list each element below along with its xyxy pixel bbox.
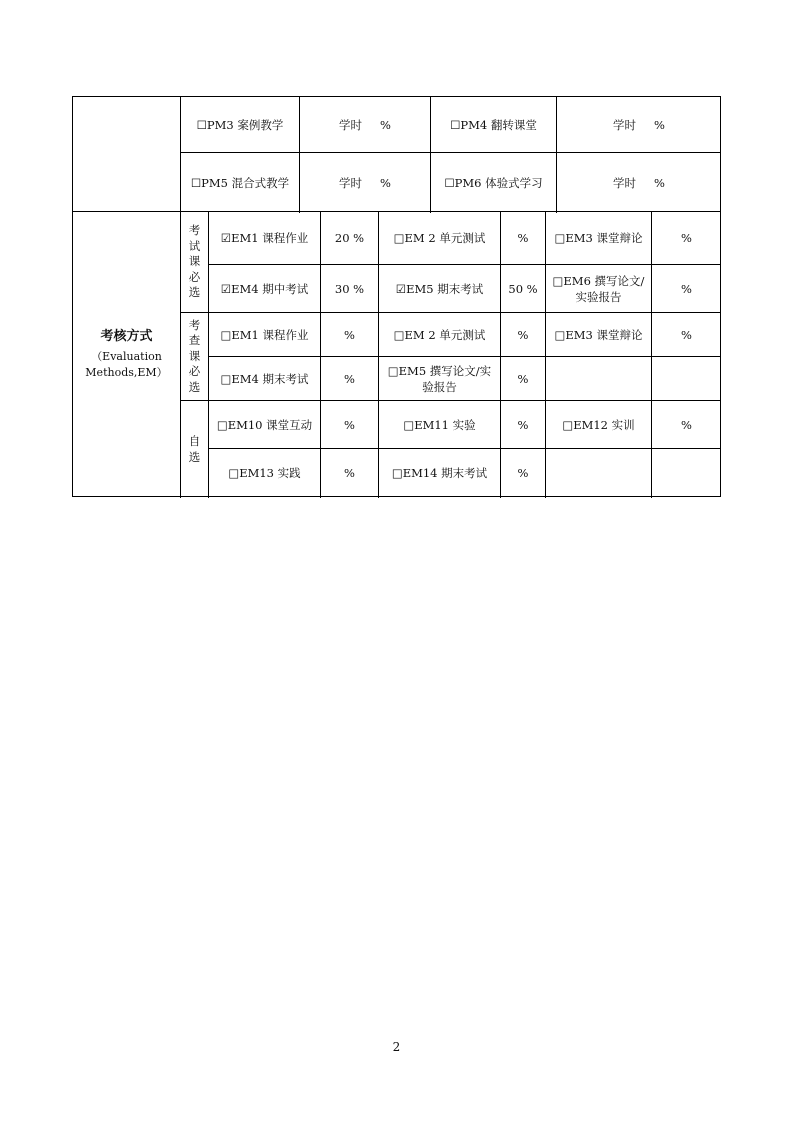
teaching-methods-table (72, 96, 721, 212)
em-item-label: □EM10 课堂互动 (216, 417, 313, 432)
group-exam-char: 试 (188, 238, 201, 253)
pm4-label: ☐PM4 翻转课堂 (450, 117, 537, 132)
pm4-hours-label: 学时 (613, 117, 637, 132)
em-item-label: □EM3 课堂辩论 (554, 231, 643, 245)
group-check-char: 必 (188, 364, 201, 379)
evaluation-table (72, 211, 721, 497)
group-check-char: 选 (188, 379, 201, 394)
pm3-pct: % (380, 117, 391, 132)
pm5-label: ☐PM5 混合式教学 (190, 175, 290, 190)
em-item-label: □EM12 实训 (562, 417, 635, 432)
pm4-pct: % (654, 117, 665, 132)
group-exam-char: 选 (188, 285, 201, 300)
evaluation-header (73, 212, 180, 498)
pm3-hours-label: 学时 (339, 117, 363, 132)
group-check-char: 查 (188, 333, 201, 348)
group-exam-char: 必 (188, 269, 201, 284)
em-item-pct: % (344, 417, 355, 432)
pm6-hours-label: 学时 (613, 175, 637, 190)
em-item-label: □EM 2 单元测试 (393, 231, 486, 245)
pm5-hours (300, 153, 430, 212)
em-item-pct: % (681, 231, 692, 245)
group-check-char: 课 (188, 348, 201, 363)
em-item-label: ☑EM5 期末考试 (395, 281, 484, 296)
pm4-hours (557, 97, 721, 152)
em-item-label-line1: □EM6 撰写论文/ (552, 273, 645, 288)
em-item-pct: % (344, 327, 355, 342)
em-item-label: □EM1 课程作业 (220, 327, 309, 342)
pm3-hours (300, 97, 430, 152)
group-check-char: 考 (188, 317, 201, 332)
em-item-label-line2: 验报告 (422, 379, 457, 394)
evaluation-subtitle-2: Methods,EM） (85, 366, 168, 379)
group-optional-char: 自 (188, 434, 201, 448)
em-item-label-line2: 实验报告 (575, 289, 622, 304)
em-item-pct: % (681, 327, 692, 342)
pm5-hours-label: 学时 (339, 175, 363, 190)
evaluation-title: 考核方式 (100, 329, 153, 344)
pm6-pct: % (654, 175, 665, 190)
em-item-pct: % (344, 371, 355, 386)
group-check-label (181, 313, 208, 400)
group-exam-char: 课 (188, 254, 201, 269)
em-item-label: ☑EM1 课程作业 (220, 231, 309, 245)
em-item-pct: % (517, 417, 529, 432)
pm6-label: ☐PM6 体验式学习 (444, 175, 543, 190)
em-item-label: □EM3 课堂辩论 (554, 327, 643, 342)
pm3-label: ☐PM3 案例教学 (196, 117, 284, 132)
page-number: 2 (392, 1040, 401, 1054)
em-item-label: □EM14 期末考试 (391, 466, 488, 480)
em-item-label (546, 265, 651, 312)
group-optional-label (181, 401, 208, 498)
em-item-pct: % (681, 281, 692, 296)
em-item-pct: 30 % (334, 281, 365, 296)
em-item-pct: 50 % (508, 281, 538, 296)
group-exam-label (181, 212, 208, 312)
evaluation-subtitle-1: （Evaluation (91, 350, 162, 363)
em-item-label: □EM11 实验 (403, 417, 476, 432)
pm5-pct: % (380, 175, 391, 190)
em-item-pct: % (517, 231, 529, 245)
em-item-label: □EM4 期末考试 (220, 371, 309, 386)
group-optional-char: 选 (188, 449, 201, 464)
em-item-pct: % (517, 327, 529, 342)
em-item-label-line1: □EM5 撰写论文/实 (387, 363, 492, 378)
em-item-pct: % (344, 466, 355, 480)
em-item-pct: % (517, 466, 529, 480)
em-item-label: ☑EM4 期中考试 (220, 281, 309, 296)
group-exam-char: 考 (188, 223, 201, 238)
em-item-label (379, 357, 500, 400)
em-item-pct: % (681, 417, 692, 432)
em-item-pct: % (517, 371, 529, 386)
em-item-pct: 20 % (334, 231, 365, 245)
em-item-label: □EM 2 单元测试 (393, 327, 486, 342)
pm6-hours (557, 153, 721, 212)
em-item-label: □EM13 实践 (228, 466, 301, 480)
